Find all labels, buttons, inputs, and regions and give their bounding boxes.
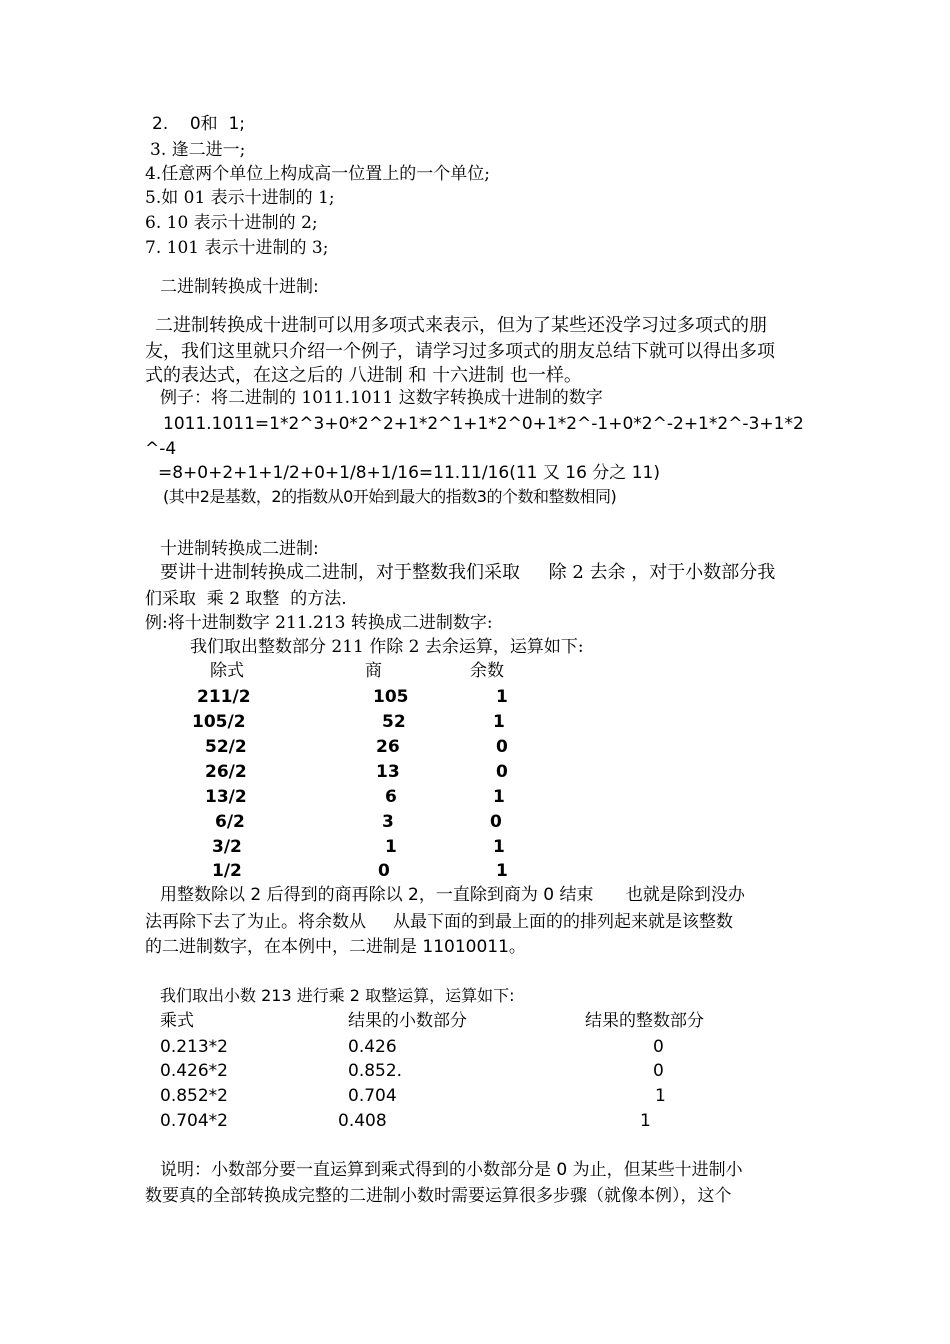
table-cell: 0.213*2 bbox=[160, 1037, 228, 1057]
list-item: 3. 逢二进一; bbox=[150, 140, 246, 160]
example-line: 例:将十进制数字 211.213 转换成二进制数字: bbox=[145, 613, 493, 633]
table-cell: 1 bbox=[496, 687, 508, 707]
formula-line: =8+0+2+1+1/2+0+1/8+1/16=11.11/16(11 又 16 分之 11) bbox=[158, 463, 660, 483]
paragraph-line: 我们取出小数 213 进行乘 2 取整运算，运算如下: bbox=[160, 986, 515, 1005]
table-cell: 26 bbox=[376, 737, 400, 757]
table-cell: 105 bbox=[373, 687, 409, 707]
table-header: 商 bbox=[365, 661, 382, 681]
table-cell: 52 bbox=[382, 712, 406, 732]
table-cell: 0 bbox=[653, 1061, 664, 1081]
paragraph-line: 要讲十进制转换成二进制，对于整数我们采取 除 2 去余 ，对于小数部分我 bbox=[160, 562, 776, 583]
section-heading: 十进制转换成二进制: bbox=[160, 539, 319, 559]
table-header: 结果的整数部分 bbox=[585, 1011, 704, 1031]
paragraph-line: 我们取出整数部分 211 作除 2 去余运算，运算如下: bbox=[190, 637, 584, 657]
table-cell: 3 bbox=[382, 812, 394, 832]
table-cell: 1/2 bbox=[212, 861, 242, 881]
paragraph-line: 用整数除以 2 后得到的商再除以 2，一直除到商为 0 结束 也就是除到没办 bbox=[160, 885, 745, 905]
table-cell: 0.426 bbox=[348, 1037, 397, 1057]
table-cell: 52/2 bbox=[205, 737, 247, 757]
table-cell: 26/2 bbox=[205, 762, 247, 782]
table-cell: 13/2 bbox=[205, 787, 247, 807]
paragraph-line: 式的表达式，在这之后的 八进制 和 十六进制 也一样。 bbox=[145, 365, 582, 386]
formula-line: 1011.1011=1*2^3+0*2^2+1*2^1+1*2^0+1*2^-1+0*2^-2+1*2^-3+1*2 bbox=[163, 414, 804, 434]
paragraph-line: 二进制转换成十进制可以用多项式来表示，但为了某些还没学习过多项式的朋 bbox=[155, 315, 767, 336]
table-cell: 6 bbox=[385, 787, 397, 807]
list-item: 4.任意两个单位上构成高一位置上的一个单位; bbox=[145, 164, 490, 184]
table-cell: 0.704*2 bbox=[160, 1111, 228, 1131]
formula-note: (其中2是基数，2的指数从0开始到最大的指数3的个数和整数相同) bbox=[163, 487, 617, 506]
table-cell: 0 bbox=[496, 762, 508, 782]
example-title: 例子：将二进制的 1011.1011 这数字转换成十进制的数字 bbox=[160, 388, 603, 408]
table-cell: 0 bbox=[496, 737, 508, 757]
formula-line: ^-4 bbox=[145, 439, 177, 459]
list-item: 7. 101 表示十进制的 3; bbox=[145, 238, 329, 258]
table-cell: 211/2 bbox=[197, 687, 251, 707]
paragraph-line: 法再除下去了为止。将余数从 从最下面的到最上面的的排列起来就是该整数 bbox=[145, 912, 734, 932]
table-header: 余数 bbox=[470, 661, 504, 681]
table-cell: 1 bbox=[385, 837, 397, 857]
paragraph-line: 的二进制数字，在本例中，二进制是 11010011。 bbox=[145, 937, 526, 957]
list-item: 2. 0和 1; bbox=[152, 114, 246, 134]
table-cell: 0.704 bbox=[348, 1086, 397, 1106]
table-header: 除式 bbox=[210, 661, 244, 681]
table-cell: 1 bbox=[493, 712, 505, 732]
section-heading: 二进制转换成十进制: bbox=[160, 277, 319, 297]
table-cell: 1 bbox=[493, 787, 505, 807]
table-cell: 0 bbox=[378, 861, 390, 881]
paragraph-line: 说明：小数部分要一直运算到乘式得到的小数部分是 0 为止，但某些十进制小 bbox=[160, 1160, 743, 1180]
table-cell: 1 bbox=[640, 1111, 651, 1131]
table-header: 结果的小数部分 bbox=[348, 1011, 467, 1031]
table-cell: 0.852*2 bbox=[160, 1086, 228, 1106]
table-cell: 0.426*2 bbox=[160, 1061, 228, 1081]
table-cell: 13 bbox=[376, 762, 400, 782]
table-cell: 0 bbox=[490, 812, 502, 832]
table-cell: 1 bbox=[496, 861, 508, 881]
table-cell: 0.852. bbox=[348, 1061, 403, 1081]
list-item: 5.如 01 表示十进制的 1; bbox=[145, 188, 335, 208]
table-header: 乘式 bbox=[160, 1011, 194, 1031]
paragraph-line: 友，我们这里就只介绍一个例子，请学习过多项式的朋友总结下就可以得出多项 bbox=[145, 341, 775, 362]
table-cell: 0 bbox=[653, 1037, 664, 1057]
table-cell: 1 bbox=[655, 1086, 666, 1106]
table-cell: 6/2 bbox=[215, 812, 245, 832]
table-cell: 0.408 bbox=[338, 1111, 387, 1131]
table-cell: 105/2 bbox=[192, 712, 246, 732]
paragraph-line: 数要真的全部转换成完整的二进制小数时需要运算很多步骤（就像本例），这个 bbox=[145, 1186, 732, 1206]
table-cell: 1 bbox=[493, 837, 505, 857]
table-cell: 3/2 bbox=[212, 837, 242, 857]
list-item: 6. 10 表示十进制的 2; bbox=[145, 213, 318, 233]
paragraph-line: 们采取 乘 2 取整 的方法. bbox=[145, 589, 347, 609]
